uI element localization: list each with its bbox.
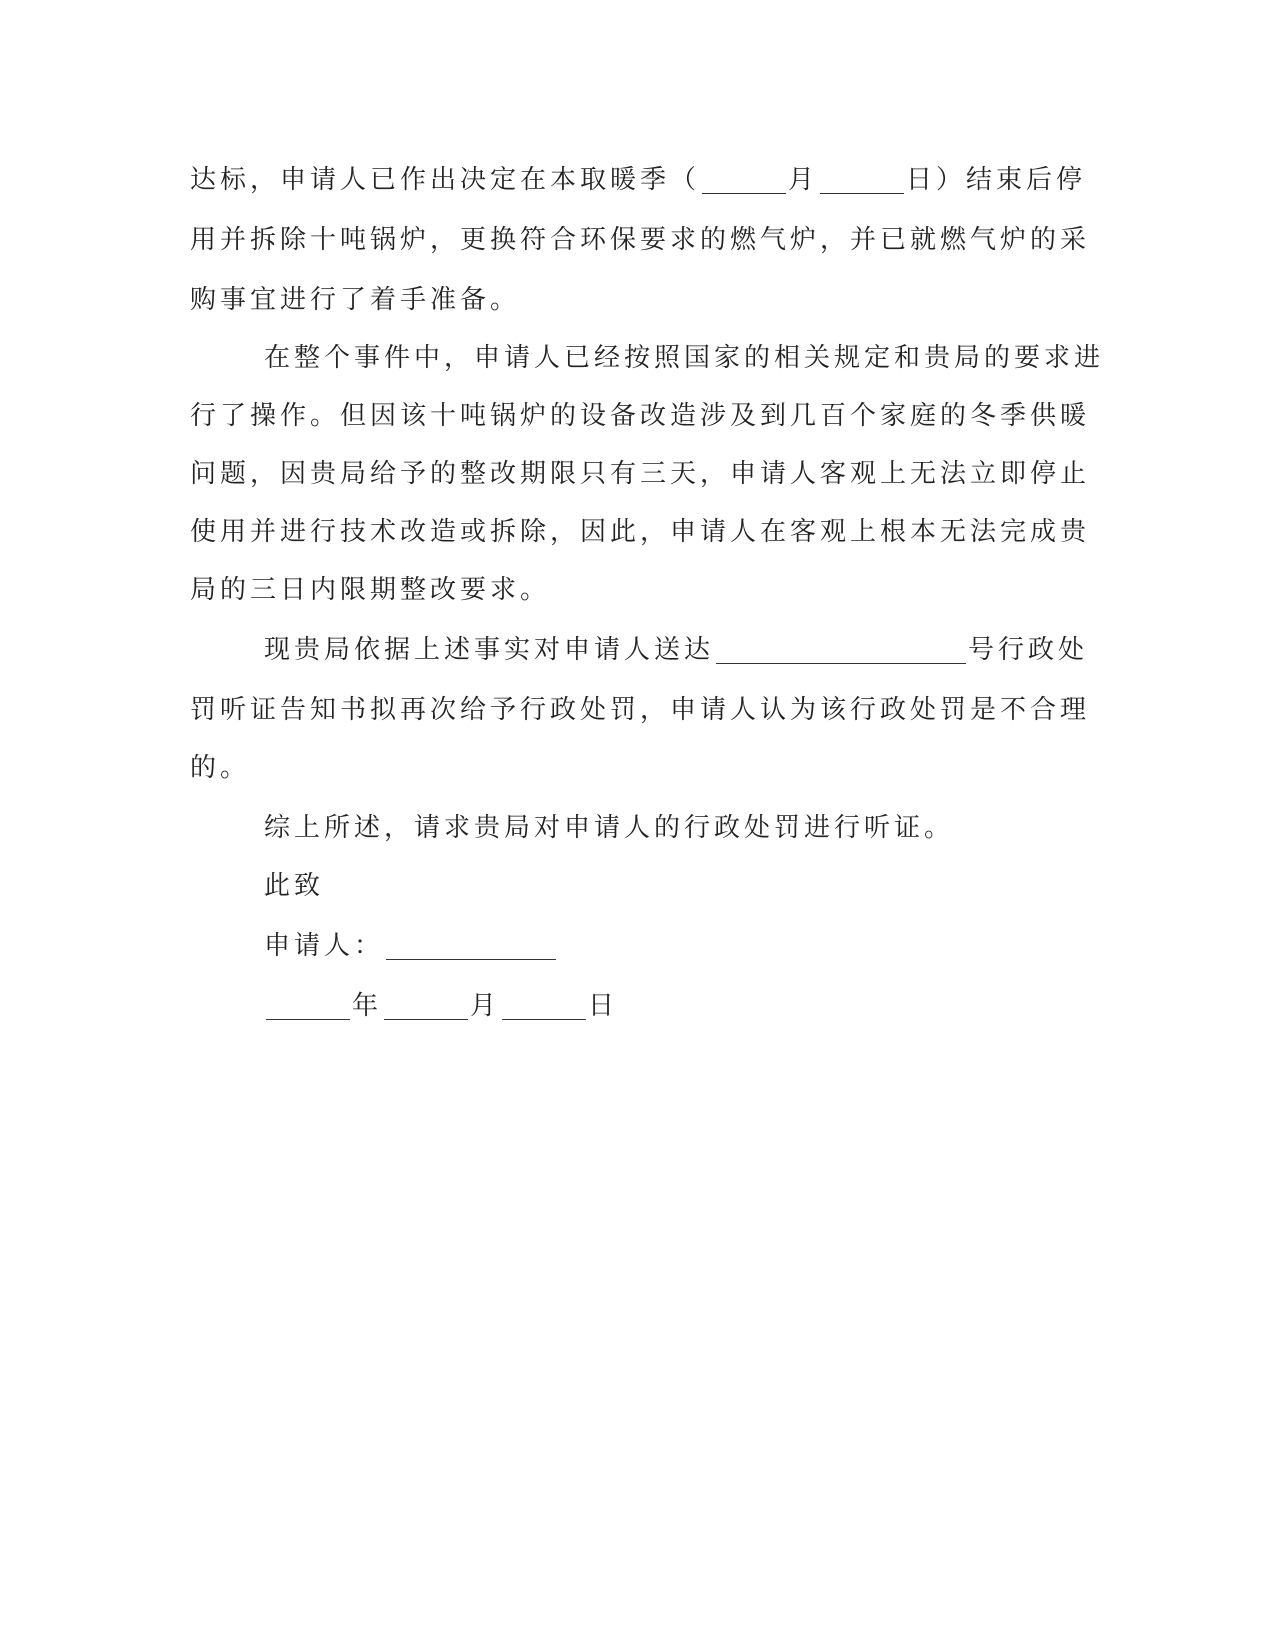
date-month-blank — [384, 989, 468, 1020]
paragraph-1-text-c: 日）结束后停 — [906, 165, 1087, 195]
paragraph-1-line-2: 用并拆除十吨锅炉，更换符合环保要求的燃气炉，并已就燃气炉的采 — [190, 225, 1091, 255]
applicant-line — [264, 916, 558, 976]
document-number-blank — [716, 633, 966, 664]
paragraph-1-line-3: 购事宜进行了着手准备。 — [190, 285, 521, 315]
paragraph-3-line-3: 的。 — [190, 753, 251, 783]
day-blank — [820, 163, 904, 194]
date-day-label: 日 — [588, 991, 619, 1021]
applicant-label: 申请人： — [264, 931, 385, 961]
date-day-blank — [502, 989, 586, 1020]
year-blank — [266, 989, 350, 1020]
salutation: 此致 — [264, 871, 325, 901]
paragraph-1-text-b: 月 — [788, 165, 819, 195]
applicant-name-blank — [386, 929, 556, 960]
paragraph-2-line-1: 在整个事件中，申请人已经按照国家的相关规定和贵局的要求进 — [264, 343, 1105, 373]
date-line — [264, 976, 618, 1036]
paragraph-3-text-b: 号行政处 — [968, 635, 1089, 665]
paragraph-2-line-2: 行了操作。但因该十吨锅炉的设备改造涉及到几百个家庭的冬季供暖 — [190, 401, 1091, 431]
paragraph-3-line-1 — [264, 620, 1088, 680]
paragraph-1-line-1 — [190, 150, 1086, 210]
paragraph-2-line-4: 使用并进行技术改造或拆除，因此，申请人在客观上根本无法完成贵 — [190, 517, 1091, 547]
paragraph-4-line-1: 综上所述，请求贵局对申请人的行政处罚进行听证。 — [264, 813, 955, 843]
paragraph-2-line-3: 问题，因贵局给予的整改期限只有三天，申请人客观上无法立即停止 — [190, 459, 1091, 489]
date-month-label: 月 — [470, 991, 501, 1021]
paragraph-3-text-a: 现贵局依据上述事实对申请人送达 — [264, 635, 715, 665]
date-year-label: 年 — [352, 991, 383, 1021]
month-blank — [702, 163, 786, 194]
paragraph-2-line-5: 局的三日内限期整改要求。 — [190, 575, 551, 605]
paragraph-3-line-2: 罚听证告知书拟再次给予行政处罚，申请人认为该行政处罚是不合理 — [190, 695, 1091, 725]
paragraph-1-text-a: 达标，申请人已作出决定在本取暖季（ — [190, 165, 701, 195]
